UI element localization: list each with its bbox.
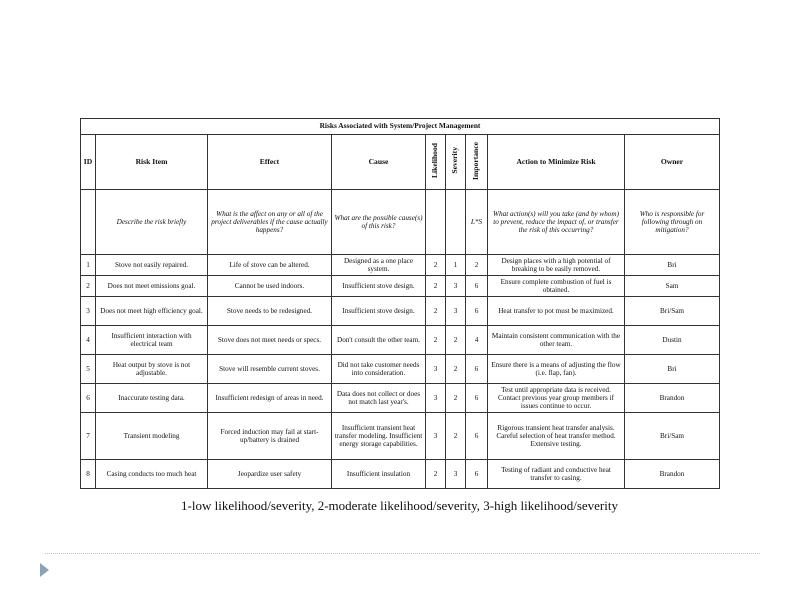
cell-cause: Designed as a one place system. <box>332 255 426 276</box>
cell-severity: 2 <box>446 355 466 384</box>
cell-importance: 4 <box>466 326 488 355</box>
header-importance: Importance <box>471 141 481 180</box>
cell-effect: Stove does not meet needs or specs. <box>208 326 332 355</box>
guide-cause: What are the possible cause(s) of this risk? <box>332 190 426 255</box>
cell-owner: Dustin <box>625 326 720 355</box>
cell-action: Ensure there is a means of adjusting the flow (i.e. flap, fan). <box>488 355 625 384</box>
risk-table <box>80 118 720 489</box>
cell-likelihood: 2 <box>426 297 446 326</box>
cell-id: 4 <box>81 326 96 355</box>
cell-id: 8 <box>81 460 96 489</box>
cell-likelihood: 2 <box>426 326 446 355</box>
cell-likelihood: 3 <box>426 355 446 384</box>
header-importance-cell <box>466 135 488 190</box>
table-row <box>81 255 720 276</box>
cell-action: Test until appropriate data is received. Contact previous year group members if issues continue to occur. <box>488 384 625 413</box>
cell-action: Heat transfer to pot must be maximized. <box>488 297 625 326</box>
cell-risk: Inaccurate testing data. <box>96 384 208 413</box>
table-row <box>81 326 720 355</box>
cell-action: Testing of radiant and conductive heat transfer to casing. <box>488 460 625 489</box>
guide-severity <box>446 190 466 255</box>
cell-severity: 3 <box>446 297 466 326</box>
cell-owner: Brandon <box>625 384 720 413</box>
cell-owner: Brandon <box>625 460 720 489</box>
cell-importance: 6 <box>466 384 488 413</box>
header-risk-item: Risk Item <box>96 135 208 190</box>
cell-effect: Insufficient redesign of areas in need. <box>208 384 332 413</box>
cell-owner: Bri <box>625 355 720 384</box>
header-id: ID <box>81 135 96 190</box>
cell-cause: Insufficient stove design. <box>332 297 426 326</box>
cell-likelihood: 2 <box>426 276 446 297</box>
header-likelihood-cell <box>426 135 446 190</box>
table-row <box>81 355 720 384</box>
cell-severity: 3 <box>446 276 466 297</box>
cell-severity: 1 <box>446 255 466 276</box>
header-severity-cell <box>446 135 466 190</box>
cell-cause: Insufficient stove design. <box>332 276 426 297</box>
cell-owner: Bri/Sam <box>625 413 720 460</box>
cell-likelihood: 2 <box>426 460 446 489</box>
guide-row <box>81 190 720 255</box>
cell-importance: 6 <box>466 413 488 460</box>
cell-likelihood: 2 <box>426 255 446 276</box>
table-title: Risks Associated with System/Project Management <box>81 119 720 135</box>
cell-importance: 6 <box>466 460 488 489</box>
cell-likelihood: 3 <box>426 413 446 460</box>
cell-severity: 2 <box>446 326 466 355</box>
table-row <box>81 297 720 326</box>
cell-cause: Don't consult the other team. <box>332 326 426 355</box>
table-row <box>81 460 720 489</box>
guide-id <box>81 190 96 255</box>
cell-severity: 2 <box>446 384 466 413</box>
cell-risk: Stove not easily repaired. <box>96 255 208 276</box>
cell-cause: Did not take customer needs into consideration. <box>332 355 426 384</box>
cell-importance: 6 <box>466 355 488 384</box>
cell-risk: Does not meet high efficiency goal. <box>96 297 208 326</box>
footer-divider <box>45 553 760 554</box>
cell-likelihood: 3 <box>426 384 446 413</box>
guide-action: What action(s) will you take (and by whom) to prevent, reduce the impact of, or transfer the risk of this occurring? <box>488 190 625 255</box>
guide-effect: What is the affect on any or all of the project deliverables if the cause actually happens? <box>208 190 332 255</box>
cell-effect: Life of stove can be altered. <box>208 255 332 276</box>
cell-risk: Heat output by stove is not adjustable. <box>96 355 208 384</box>
cell-cause: Insufficient transient heat transfer modeling. Insufficient energy storage capabilities. <box>332 413 426 460</box>
cell-action: Rigorous transient heat transfer analysis. Careful selection of heat transfer method. Extensive testing. <box>488 413 625 460</box>
cell-effect: Jeopardize user safety <box>208 460 332 489</box>
guide-likelihood <box>426 190 446 255</box>
header-effect: Effect <box>208 135 332 190</box>
header-likelihood: Likelihood <box>430 143 440 179</box>
cell-effect: Cannot be used indoors. <box>208 276 332 297</box>
cell-owner: Bri <box>625 255 720 276</box>
cell-id: 7 <box>81 413 96 460</box>
legend-caption: 1-low likelihood/severity, 2-moderate likelihood/severity, 3-high likelihood/severity <box>181 498 618 513</box>
cell-importance: 2 <box>466 255 488 276</box>
cell-cause: Data does not collect or does not match last year's. <box>332 384 426 413</box>
table-row <box>81 276 720 297</box>
cell-risk: Casing conducts too much heat <box>96 460 208 489</box>
table-row <box>81 413 720 460</box>
cell-id: 5 <box>81 355 96 384</box>
guide-importance: L*S <box>466 190 488 255</box>
cell-owner: Bri/Sam <box>625 297 720 326</box>
guide-risk-item: Describe the risk briefly <box>96 190 208 255</box>
cell-owner: Sam <box>625 276 720 297</box>
cell-effect: Stove will resemble current stoves. <box>208 355 332 384</box>
cell-action: Maintain consistent communication with the other team. <box>488 326 625 355</box>
cell-id: 3 <box>81 297 96 326</box>
cell-importance: 6 <box>466 276 488 297</box>
cell-effect: Stove needs to be redesigned. <box>208 297 332 326</box>
header-cause: Cause <box>332 135 426 190</box>
cell-risk: Transient modeling <box>96 413 208 460</box>
cell-importance: 6 <box>466 297 488 326</box>
cell-id: 2 <box>81 276 96 297</box>
guide-owner: Who is responsible for following through on mitigation? <box>625 190 720 255</box>
cell-action: Design places with a high potential of breaking to be easily removed. <box>488 255 625 276</box>
header-owner: Owner <box>625 135 720 190</box>
cell-id: 6 <box>81 384 96 413</box>
triangle-bullet-icon <box>40 563 49 577</box>
cell-action: Ensure complete combustion of fuel is obtained. <box>488 276 625 297</box>
table-row <box>81 384 720 413</box>
cell-risk: Does not meet emissions goal. <box>96 276 208 297</box>
header-action: Action to Minimize Risk <box>488 135 625 190</box>
cell-effect: Forced induction may fail at start-up/battery is drained <box>208 413 332 460</box>
cell-severity: 3 <box>446 460 466 489</box>
cell-severity: 2 <box>446 413 466 460</box>
header-severity: Severity <box>450 147 460 174</box>
cell-risk: Insufficient interaction with electrical team <box>96 326 208 355</box>
cell-id: 1 <box>81 255 96 276</box>
cell-cause: Insufficient insulation <box>332 460 426 489</box>
header-row <box>81 135 720 190</box>
